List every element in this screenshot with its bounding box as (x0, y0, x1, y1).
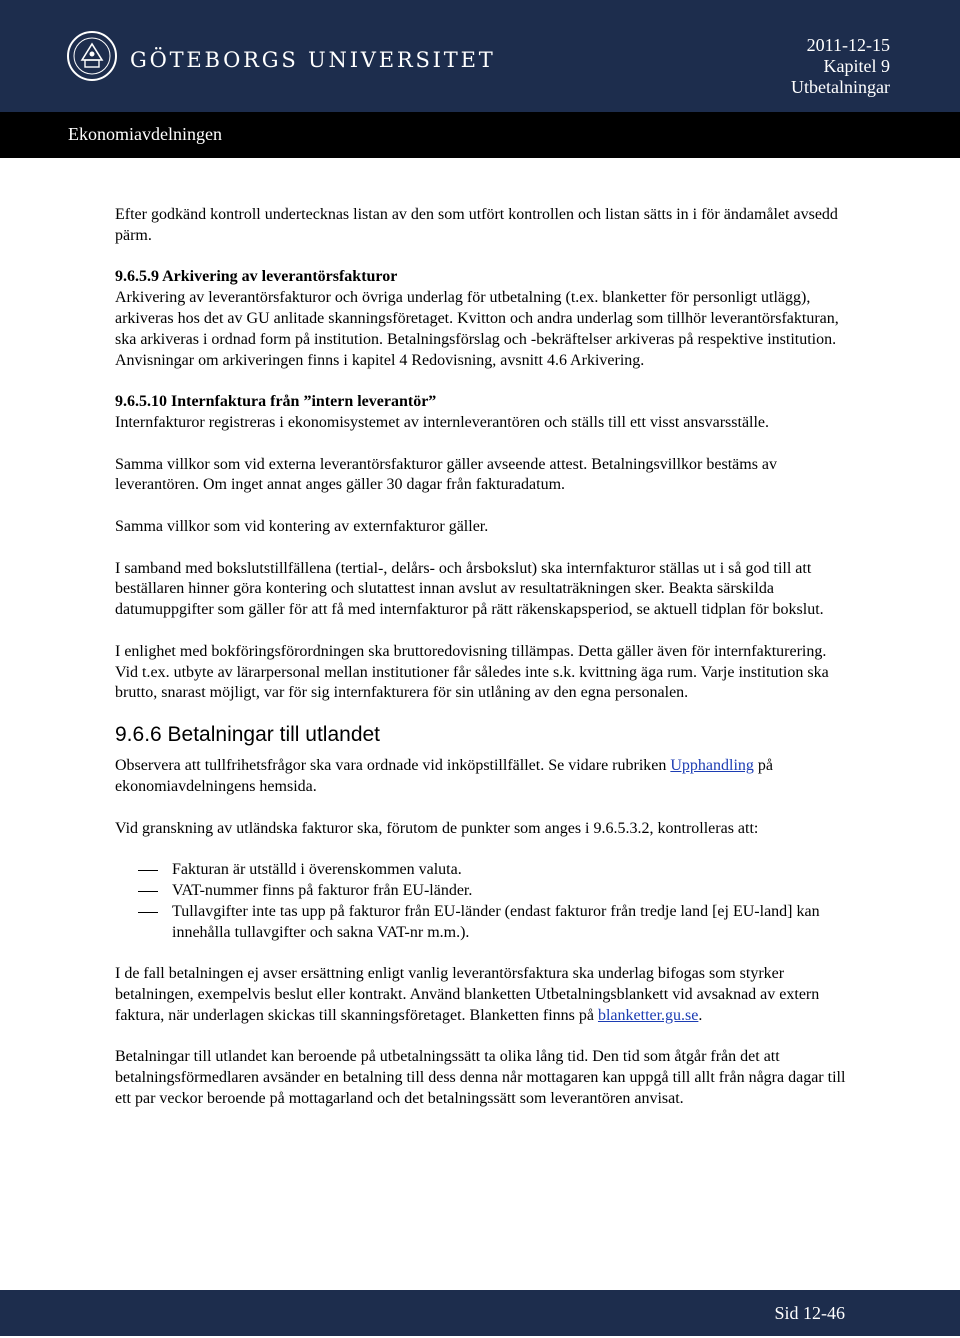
internal-invoice-paragraph-5: I enlighet med bokföringsförordningen ska bruttoredovisning tillämpas. Detta gäller även för internfakturering. Vid t.ex. utbyte av lärarpersonal mellan institutioner får således inte s.k. kvittning äga rum. Varje institution ska brutto, snarast möjligt, var för sig internfakturera för sin utlåning av den egna personalen. (115, 642, 829, 702)
text-span: på ekonomiavdelningens hemsida. (115, 757, 774, 795)
upphandling-link[interactable]: Upphandling (670, 757, 754, 775)
document-topic: Utbetalningar (791, 77, 890, 97)
text-span: Observera att tullfrihetsfrågor ska vara ordnade vid inköpstillfället. Se vidare rubriken (115, 757, 671, 775)
text-span: . (698, 1006, 703, 1024)
document-meta (791, 35, 890, 98)
section-9-6-6-heading: 9.6.6 Betalningar till utlandet (115, 723, 381, 747)
text-span: I de fall betalningen ej avser ersättning enligt vanlig leverantörsfaktura ska underlag bifogas som styrker betalningen, exempelvis beslut eller kontrakt. Använd blanketten Utbetalningsblankett vid avsaknad av extern faktura, när underlagen skickas till skanningsföretaget. Blanketten finns på (115, 965, 820, 1024)
internal-invoice-paragraph-2: Samma villkor som vid externa leverantörsfakturor gäller avseende attest. Betalningsvillkor bestäms av leverantören. Om inget annat anges gäller 30 dagar från fakturadatum. (115, 455, 778, 494)
check-list (115, 860, 850, 943)
foreign-payments-paragraph-4: Betalningar till utlandet kan beroende på utbetalningssätt ta olika lång tid. Den tid som åtgår från det att betalningsförmedlaren avsänder en betalning till dess denna når mottagaren kan uppgå till allt från några dagar till ett par veckor beroende på mottagarland och det betalningssätt som leverantören anvisat. (115, 1048, 846, 1107)
section-9-6-5-9-text: Arkivering av leverantörsfakturor och övriga underlag för utbetalning (t.ex. blanketter för personligt utlägg), arkiveras hos det av GU anlitade skanningsföretaget. Kvitton och andra underlag som tillhör leverantörsfakturan, ska arkiveras i ordnad form på institution. Betalningsförslag och -bekräftelser arkiveras på respektive institution. Anvisningar om arkiveringen finns i kapitel 4 Redovisning, avsnitt 4.6 Arkivering. (115, 289, 839, 369)
department-bar (0, 112, 960, 158)
university-seal-icon (66, 30, 118, 82)
internal-invoice-paragraph-1: Internfakturor registreras i ekonomisystemet av internleverantören och ställs till ett visst ansvarsställe. (115, 413, 770, 431)
list-item: VAT-nummer finns på fakturor från EU-länder. (115, 881, 850, 902)
internal-invoice-paragraph-3: Samma villkor som vid kontering av externfakturor gäller. (115, 517, 489, 535)
blanketter-link[interactable]: blanketter.gu.se (597, 1006, 699, 1024)
page-header (0, 0, 960, 112)
document-chapter: Kapitel 9 (823, 56, 890, 76)
foreign-payments-paragraph-3 (115, 964, 850, 1026)
department-name: Ekonomiavdelningen (68, 124, 222, 144)
internal-invoice-paragraph-4: I samband med bokslutstillfällena (tertial-, delårs- och årsbokslut) ska internfakturor ställas ut i så god till att beställaren hinner göra kontering och slutattest innan avslut av resultaträkningen sker. Beakta särskilda datumuppgifter som gäller för att få med internfakturor på rätt räkenskapsperiod, se aktuell tidplan för bokslut. (115, 559, 824, 619)
foreign-payments-paragraph-1 (115, 756, 850, 798)
list-item: Tullavgifter inte tas upp på fakturor från EU-länder (endast fakturor från tredje land [ej EU-land] kan innehålla tullavgifter och sakna VAT-nr m.m.). (115, 902, 850, 944)
intro-paragraph: Efter godkänd kontroll undertecknas listan av den som utfört kontrollen och listan sätts in i för ändamålet avsedd pärm. (115, 206, 838, 244)
university-name: GÖTEBORGS UNIVERSITET (130, 48, 496, 72)
document-date: 2011-12-15 (806, 35, 890, 55)
section-9-6-5-10-heading: 9.6.5.10 Internfaktura från ”intern leverantör” (115, 393, 437, 411)
page-footer (0, 1290, 960, 1336)
list-item: Fakturan är utställd i överenskommen valuta. (115, 860, 850, 881)
document-body (115, 205, 850, 1130)
foreign-payments-paragraph-2: Vid granskning av utländska fakturor ska, förutom de punkter som anges i 9.6.5.3.2, kontrolleras att: (115, 819, 759, 837)
section-9-6-5-9-heading: 9.6.5.9 Arkivering av leverantörsfakturor (115, 268, 398, 286)
page-number: Sid 12-46 (774, 1303, 845, 1323)
